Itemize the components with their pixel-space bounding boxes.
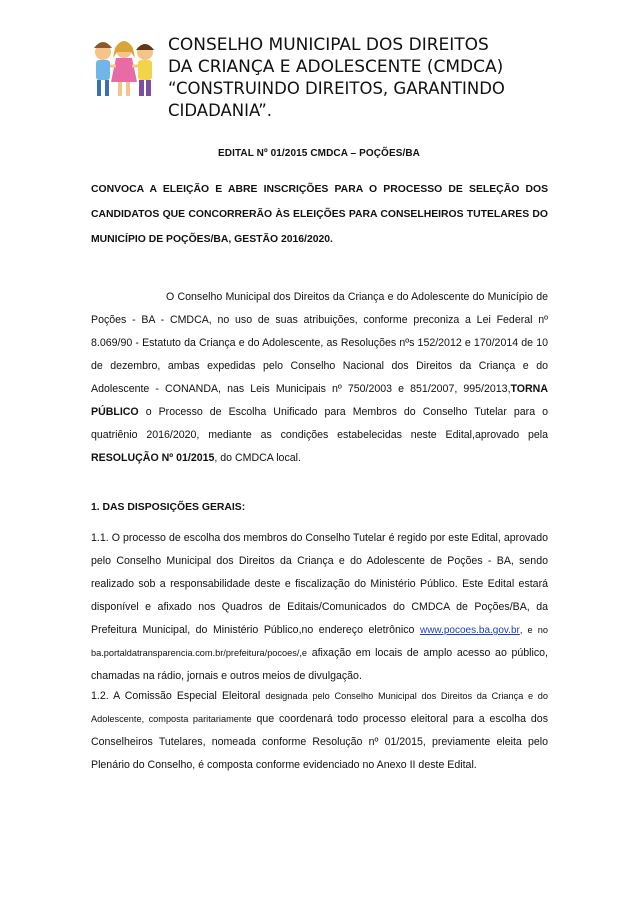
item-1-2-text-2: que coordenará todo processo eleitoral para a escolha dos Conselheiros Tutelares, nomeada conforme Resolução nº 01/2015, previamente eleita pelo Plenário do Conselho, é composta conforme evidenciado no Anexo II deste Edital. [91,713,548,771]
section-1-heading: 1. DAS DISPOSIÇÕES GERAIS: [91,502,246,513]
intro-bold-resolucao: RESOLUÇÃO Nº 01/2015 [91,452,215,464]
document-header [88,34,588,120]
header-slogan: “CONSTRUINDO DIREITOS, GARANTINDO CIDADANIA”. [168,79,505,120]
website-link[interactable]: www.pocoes.ba.gov.br [419,625,520,636]
convocation-paragraph: CONVOCA A ELEIÇÃO E ABRE INSCRIÇÕES PARA O PROCESSO DE SELEÇÃO DOS CANDIDATOS QUE CONCORRERÃO ÀS ELEIÇÕES PARA CONSELHEIROS TUTELARES DO MUNICÍPIO DE POÇÕES/BA, GESTÃO 2016/2020. [91,184,548,245]
item-1-2-small-text: designada pelo Conselho Municipal dos Direitos da Criança e do Adolescente, composta paritariamente [91,691,548,724]
item-1-1-text-2: , e no [519,625,548,635]
council-name [168,34,608,122]
children-logo-icon [88,36,160,102]
intro-text-1: O Conselho Municipal dos Direitos da Criança e do Adolescente do Município de Poções - BA - CMDCA, no uso de suas atribuições, conforme preconiza a Lei Federal nº 8.069/90 - Estatuto da Criança e do Adolescente, as Resoluções nºs 152/2012 e 170/2014 de 10 de dezembro, ambas expedidas pelo Conselho Nacional dos Direitos da Criança e do Adolescente - CONANDA, nas Leis Municipais nº 750/2003 e 851/2007, 995/2013, [91,291,548,395]
item-1-1-text-3: afixação em locais de amplo acesso ao público, chamadas na rádio, jornais e outros meios de divulgação. [91,647,548,682]
intro-paragraph [91,286,548,470]
intro-text-2: o Processo de Escolha Unificado para Membros do Conselho Tutelar para o quatriênio 2016/2020, mediante as condições estabelecidas neste Edital,aprovado pela [91,406,548,441]
intro-bold-torna-publico: TORNA PÚBLICO [91,383,548,418]
item-1-1 [91,527,548,688]
item-1-2-text-1: 1.2. A Comissão Especial Eleitoral [91,690,266,702]
edital-title: EDITAL Nº 01/2015 CMDCA – POÇÕES/BA [217,148,420,159]
item-1-2 [91,685,548,777]
transparency-url: ba.portaldatransparencia.com.br/prefeitura/pocoes/,e [91,648,308,658]
item-1-1-text-1: 1.1. O processo de escolha dos membros do Conselho Tutelar é regido por este Edital, aprovado pelo Conselho Municipal dos Direitos da Criança e do Adolescente de Poções - BA, sendo realizado sob a responsabilidade deste e fiscalização do Ministério Público. Este Edital estará disponível e afixado nos Quadros de Editais/Comunicados do CMDCA de Poções/BA, da Prefeitura Municipal, do Ministério Público,no endereço eletrônico [91,532,548,636]
header-line-2: DA CRIANÇA E ADOLESCENTE (CMDCA) [168,57,504,77]
intro-text-3: , do CMDCA local. [214,452,301,464]
header-line-1: CONSELHO MUNICIPAL DOS DIREITOS [168,35,489,55]
